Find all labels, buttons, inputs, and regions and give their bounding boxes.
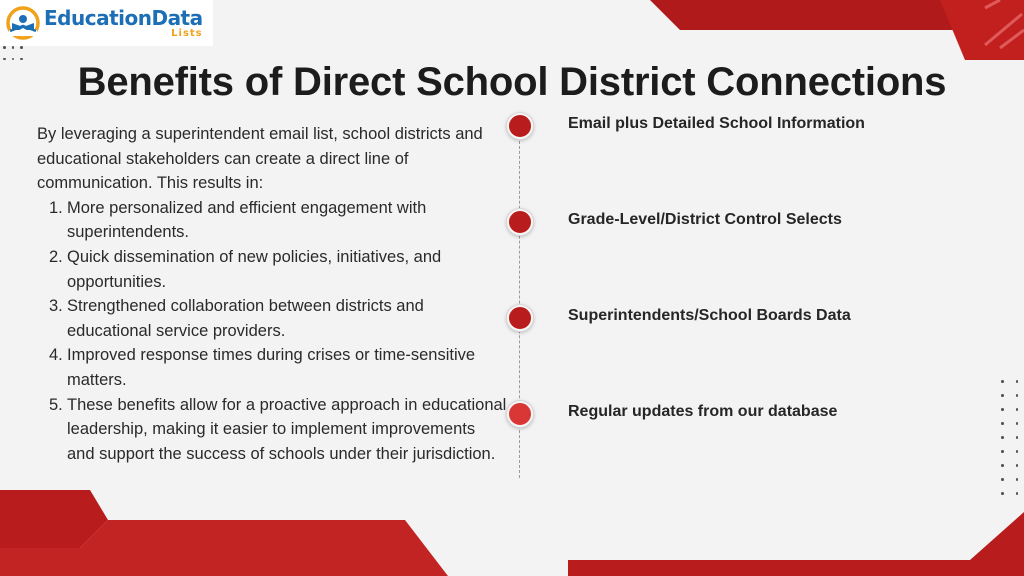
timeline-label-4: Regular updates from our database [568,403,838,420]
timeline-label-1: Email plus Detailed School Information [568,115,865,132]
logo-name: EducationData [44,5,203,30]
benefits-list [37,196,507,467]
logo-subtitle: Lists [171,27,203,39]
intro-paragraph: By leveraging a superintendent email list, school districts and educational stakeholders can create a direct line of communication. This results in: [37,125,483,193]
list-item: 1. More personalized and efficient engagement with superintendents. [49,198,427,242]
timeline-dot-1 [507,113,533,139]
intro-text-block [37,122,507,466]
timeline-dot-3 [507,305,533,331]
timeline-label-3: Superintendents/School Boards Data [568,307,851,324]
list-item: 3. Strengthened collaboration between districts and educational service providers. [49,297,424,340]
timeline-dot-2 [507,209,533,235]
list-item: 2. Quick dissemination of new policies, initiatives, and opportunities. [49,247,442,291]
logo[interactable] [0,0,213,46]
page-title: Benefits of Direct School District Connections [77,60,947,104]
dots-decoration-right [1001,380,1018,495]
list-item: 4. Improved response times during crises or time-sensitive matters. [49,346,476,389]
timeline-label-2: Grade-Level/District Control Selects [568,211,842,228]
list-item: 5. These benefits allow for a proactive approach in educational leadership, making it easier to implement improvements and support the success of schools under their jurisdiction. [49,395,507,463]
timeline-dot-4 [507,401,533,427]
dots-decoration-top-left [3,46,23,60]
logo-icon [5,5,41,41]
